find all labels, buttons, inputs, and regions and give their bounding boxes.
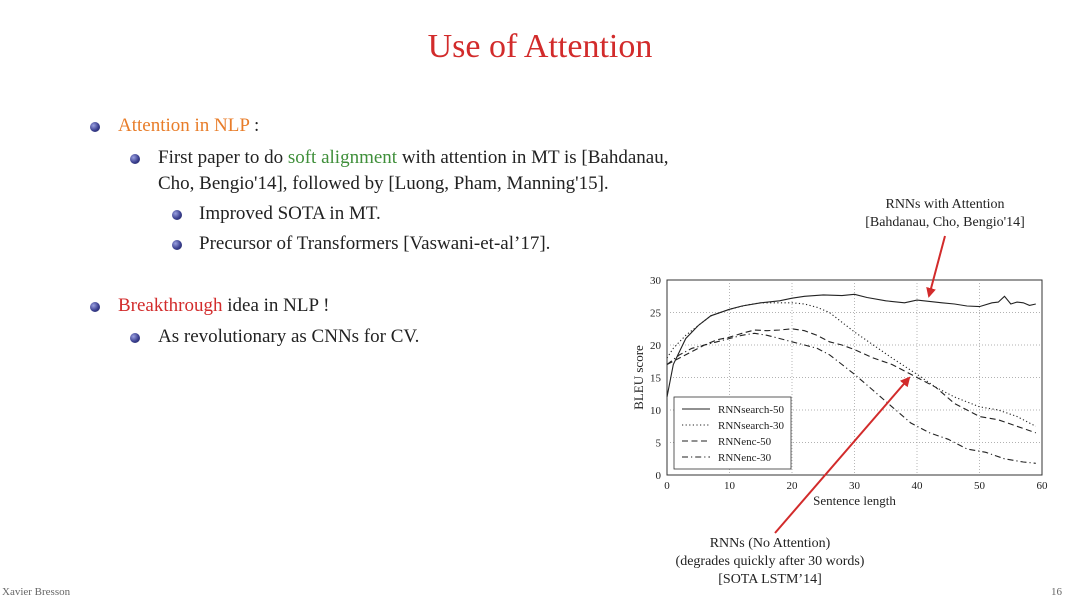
legend-entry: RNNenc-50 — [718, 436, 772, 448]
series-line — [667, 294, 1036, 397]
x-tick-label: 20 — [786, 480, 798, 492]
x-axis-label: Sentence length — [813, 493, 896, 508]
annotation-line: [Bahdanau, Cho, Bengio'14] — [865, 215, 1025, 230]
annotation-line: RNNs (No Attention) — [709, 536, 831, 551]
sub-bullet-revolutionary: As revolutionary as CNNs for CV. — [158, 326, 420, 347]
annotation-line: RNNs with Attention — [885, 197, 1005, 212]
y-axis-label: BLEU score — [631, 345, 646, 410]
y-tick-label: 0 — [655, 470, 661, 482]
x-tick-label: 0 — [664, 480, 670, 492]
legend-entry: RNNsearch-50 — [718, 404, 784, 416]
slide-title: Use of Attention — [427, 28, 653, 65]
text-segment: with attention in MT is [Bahdanau, — [397, 147, 669, 168]
y-tick-label: 15 — [650, 372, 661, 385]
y-tick-label: 20 — [650, 340, 661, 352]
x-tick-label: 10 — [724, 480, 735, 492]
y-tick-label: 10 — [650, 405, 661, 417]
text-segment: First paper to do — [158, 147, 288, 168]
breakthrough-text: Breakthrough — [118, 295, 223, 316]
bullet-heading-attention: Attention in NLP — [118, 115, 250, 136]
annotation-line: (degrades quickly after 30 words) — [675, 554, 865, 569]
x-tick-label: 30 — [849, 480, 860, 492]
y-tick-label: 30 — [650, 275, 661, 287]
legend-entry: RNNsearch-30 — [718, 420, 784, 432]
y-tick-label: 5 — [655, 437, 661, 450]
page-number: 16 — [1051, 586, 1062, 598]
y-tick-label: 25 — [650, 307, 661, 320]
x-tick-label: 40 — [911, 480, 923, 492]
footer-author: Xavier Bresson — [2, 586, 71, 598]
sub-bullet-first-paper-line2: Cho, Bengio'14], followed by [Luong, Pham, Manning'15]. — [158, 173, 609, 194]
text-segment: idea in NLP ! — [222, 295, 330, 316]
x-tick-label: 60 — [1036, 480, 1048, 492]
sub-sub-bullet-sota: Improved SOTA in MT. — [199, 203, 381, 224]
soft-alignment-text: soft alignment — [287, 147, 398, 168]
bullet-heading-suffix: : — [249, 115, 260, 136]
annotation-line: [SOTA LSTM’14] — [718, 572, 822, 587]
arrow-with-attention — [929, 236, 945, 296]
x-tick-label: 50 — [974, 480, 985, 492]
arrow-no-attention — [775, 378, 909, 533]
legend-entry: RNNenc-30 — [718, 452, 772, 464]
sub-sub-bullet-transformers: Precursor of Transformers [Vaswani-et-al’17]. — [199, 233, 551, 254]
